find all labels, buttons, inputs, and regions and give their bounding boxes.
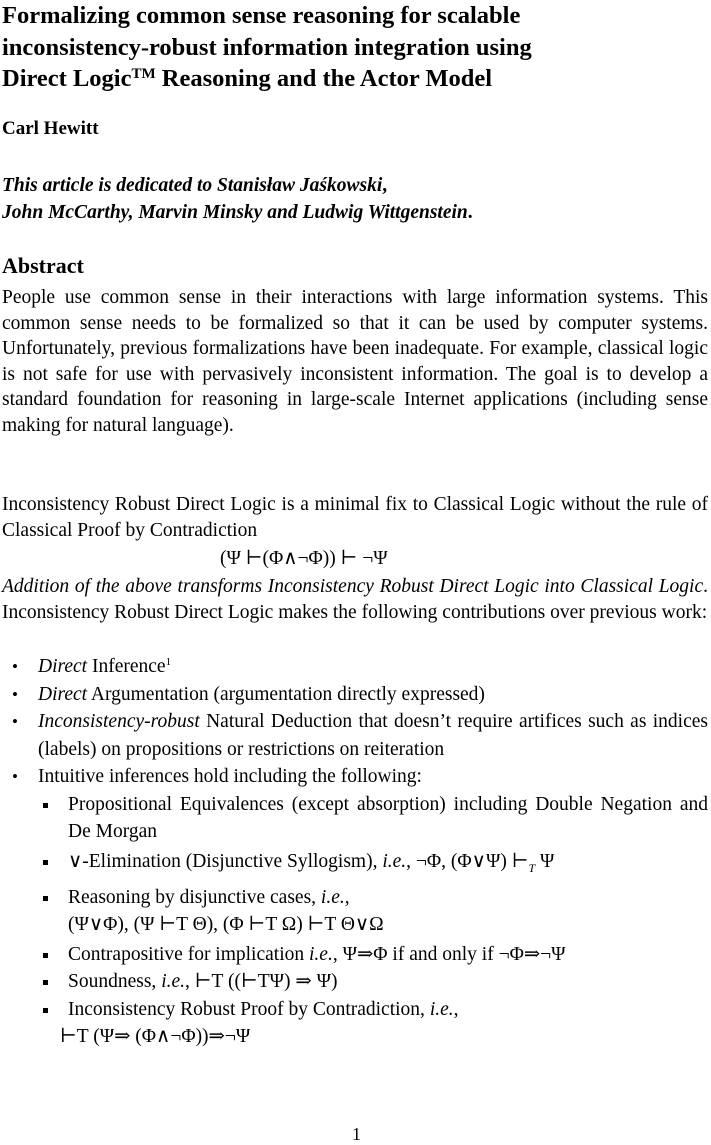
bullet-italic: Inconsistency-robust xyxy=(38,711,200,732)
sub-bullet-formula: , ⊢T ((⊢TΨ) ⇒ Ψ) xyxy=(185,971,338,993)
list-item xyxy=(2,708,708,763)
paper-title xyxy=(2,0,702,95)
ie-abbrev: i.e. xyxy=(320,886,345,908)
dedication xyxy=(2,172,702,226)
abstract-paragraph-1: People use common sense in their interactions with large information systems. This common sense needs to be formalized so that it can be used by computer systems. Unfortunately, previous formalizations have been inadequate. For example, classical logic is not safe for use with pervasively inconsistent information. The goal is to develop a standard foundation for reasoning in large-scale Internet applications (including sense making for natural language). xyxy=(2,287,708,436)
ie-abbrev: i.e. xyxy=(429,998,454,1020)
trademark-mark: TM xyxy=(131,66,156,82)
sub-bullet-text: ∨-Elimination (Disjunctive Syllogism), xyxy=(68,850,383,872)
list-item xyxy=(2,763,708,1051)
turnstile-subscript: T xyxy=(528,860,536,875)
abstract-paragraph-2: Inconsistency Robust Direct Logic is a minimal fix to Classical Logic without the rule of Classical Proof by Contradiction xyxy=(2,494,708,541)
bullet-italic: Direct xyxy=(38,656,88,677)
ie-abbrev: i.e. xyxy=(161,971,186,993)
ie-abbrev: i.e. xyxy=(309,943,333,965)
sub-bullet-text: Soundness, xyxy=(68,971,162,993)
title-line-3-pre: Direct Logic xyxy=(2,65,132,92)
sub-bullet-text: Contrapositive for implication xyxy=(68,943,309,965)
bullet-text: Natural Deduction that doesn’t require artifices such as indices (labels) on propositions or restrictions on reiteration xyxy=(38,711,708,760)
title-line-1: Formalizing common sense reasoning for scalable xyxy=(2,2,521,29)
bullet-text: Intuitive inferences hold including the following: xyxy=(38,766,422,787)
dedication-line-2: John McCarthy, Marvin Minsky and Ludwig Wittgenstein xyxy=(2,202,468,223)
abstract-paragraph-3 xyxy=(2,574,708,625)
proof-by-contradiction-formula: (Ψ ⊢(Φ∧¬Φ)) ⊢ ¬Ψ xyxy=(220,548,388,569)
sub-list-item xyxy=(38,968,708,996)
sub-bullet-punct: , xyxy=(453,998,459,1020)
sub-bullet-formula: , ¬Φ, (Φ∨Ψ) ⊢ xyxy=(406,850,529,872)
sub-bullet-formula: , Ψ⇒Φ if and only if ¬Φ⇒¬Ψ xyxy=(332,943,566,965)
dedication-comma: , xyxy=(382,175,388,196)
title-line-3-post: Reasoning and the Actor Model xyxy=(155,65,493,92)
paragraph-3-italic: Addition of the above transforms Inconsistency Robust Direct Logic into Classical Logic xyxy=(2,576,704,597)
sub-list-item xyxy=(38,848,708,882)
footnote-marker[interactable]: 1 xyxy=(165,656,172,668)
sub-bullet-formula-tail: Ψ xyxy=(535,850,555,872)
sub-bullet-formula: ⊢T (Ψ⇒ (Φ∧¬Φ))⇒¬Ψ xyxy=(60,1026,251,1048)
sub-list-item xyxy=(38,941,708,969)
sub-bullet-formula: (Ψ∨Φ), (Ψ ⊢T Θ), (Φ ⊢T Ω) ⊢T Θ∨Ω xyxy=(68,914,384,936)
sub-list-item xyxy=(38,791,708,846)
ie-abbrev: i.e. xyxy=(382,850,407,872)
bullet-italic: Direct xyxy=(38,683,88,705)
bullet-text: Argumentation (argumentation directly expressed) xyxy=(87,683,485,705)
dedication-line-1: This article is dedicated to Stanisław Jaśkowski xyxy=(2,175,383,196)
abstract-heading: Abstract xyxy=(2,253,84,278)
sub-bullet-text: Reasoning by disjunctive cases, xyxy=(68,886,321,908)
sub-bullet-text: Inconsistency Robust Proof by Contradiction, xyxy=(68,998,430,1020)
list-item xyxy=(2,681,708,709)
author-name: Carl Hewitt xyxy=(2,118,99,139)
title-line-2: inconsistency-robust information integration using xyxy=(2,33,532,61)
sub-list-item xyxy=(38,884,708,939)
contributions-list xyxy=(2,653,708,1051)
sub-bullet-text: Propositional Equivalences (except absorption) including Double Negation and De Morgan xyxy=(68,793,708,842)
sub-list-item xyxy=(38,996,708,1051)
inference-sublist xyxy=(38,791,708,1051)
list-item xyxy=(2,653,708,681)
dedication-period: . xyxy=(467,202,473,223)
bullet-text: Inference xyxy=(87,656,166,677)
paragraph-3-rest: . Inconsistency Robust Direct Logic makes the following contributions over previous work: xyxy=(2,576,708,623)
sub-bullet-punct: , xyxy=(344,886,350,908)
page-number: 1 xyxy=(352,1124,361,1144)
